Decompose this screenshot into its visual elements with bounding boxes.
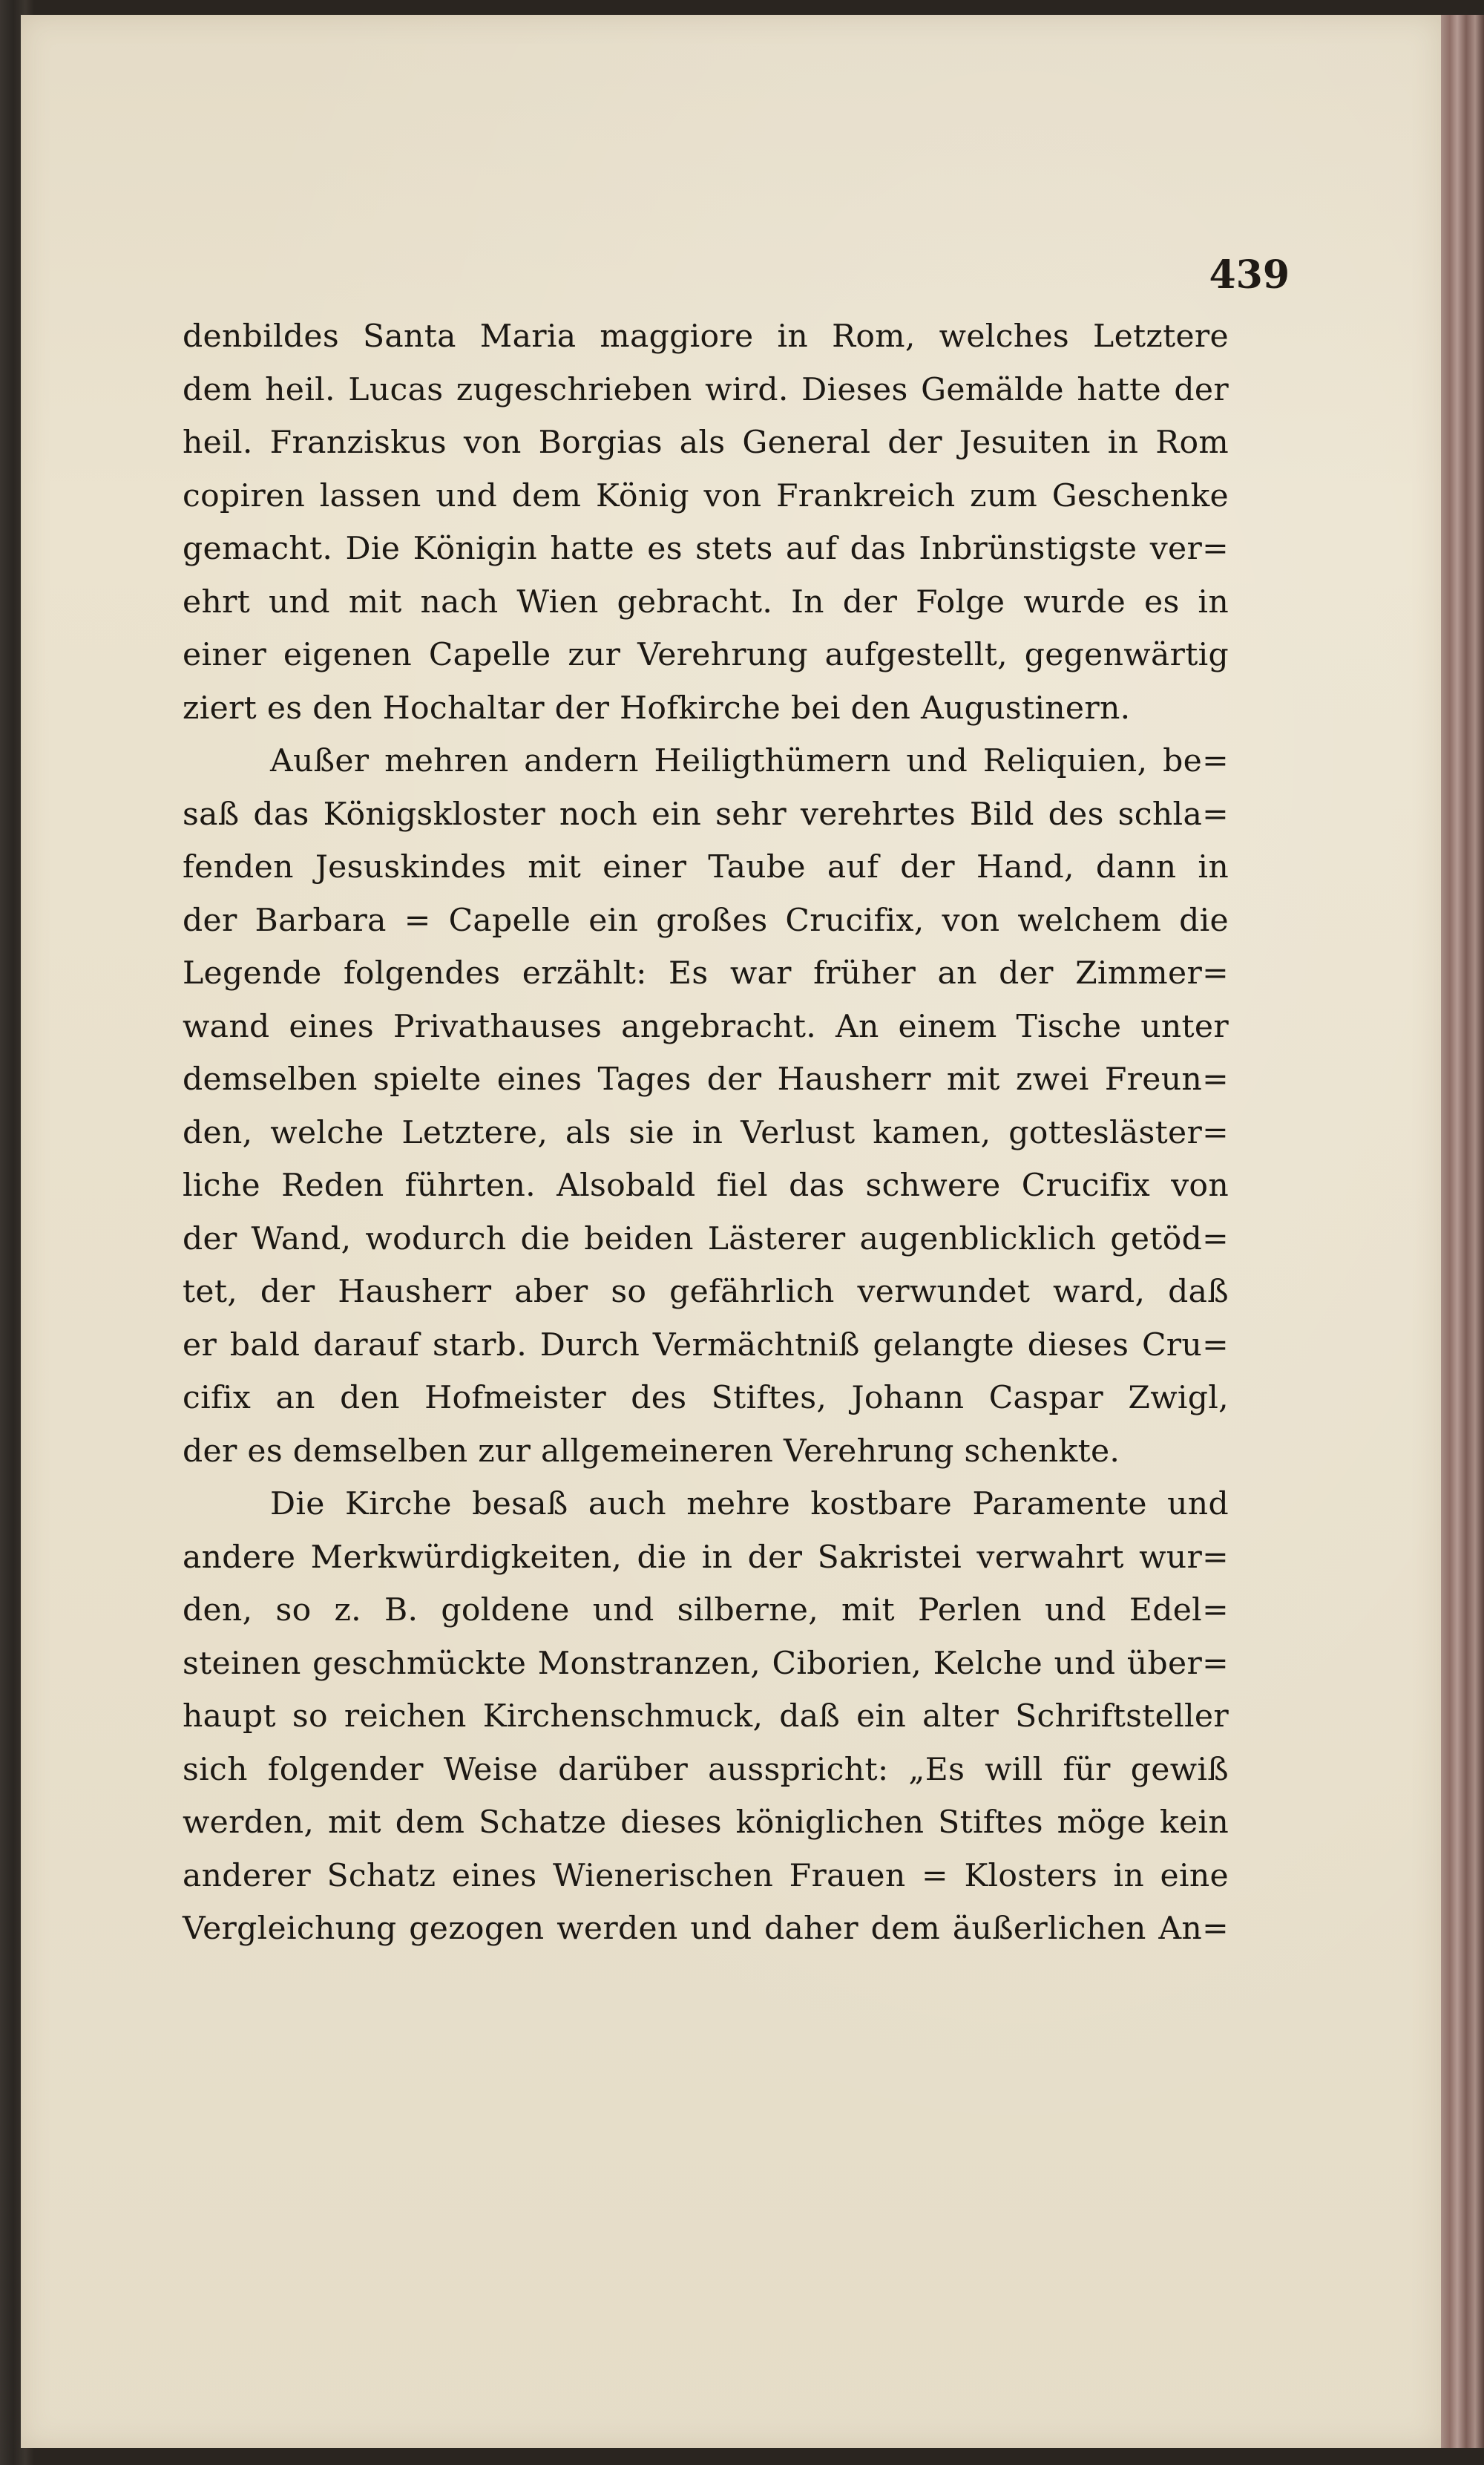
text-line: Außer mehren andern Heiligthümern und Reliquien, be=: [270, 743, 1229, 779]
text-line: dem heil. Lucas zugeschrieben wird. Dieses Gemälde hatte der: [183, 371, 1229, 408]
body-text: [183, 310, 1229, 1956]
text-line: saß das Königskloster noch ein sehr verehrtes Bild des schla=: [183, 796, 1229, 833]
page-number: 439: [1209, 252, 1290, 298]
text-line: der es demselben zur allgemeineren Verehrung schenkte.: [183, 1433, 1120, 1470]
text-line: liche Reden führten. Alsobald fiel das schwere Crucifix von: [183, 1168, 1229, 1204]
text-line: andere Merkwürdigkeiten, die in der Sakristei verwahrt wur=: [183, 1539, 1229, 1576]
text-line: werden, mit dem Schatze dieses königlichen Stiftes möge kein: [183, 1804, 1229, 1841]
text-line: heil. Franziskus von Borgias als General der Jesuiten in Rom: [183, 425, 1229, 461]
text-line: Legende folgendes erzählt: Es war früher an der Zimmer=: [183, 955, 1229, 992]
text-line: den, so z. B. goldene und silberne, mit Perlen und Edel=: [183, 1592, 1229, 1628]
text-line: denbildes Santa Maria maggiore in Rom, welches Letztere: [183, 318, 1229, 355]
text-line: Die Kirche besaß auch mehre kostbare Paramente und: [270, 1486, 1229, 1522]
text-line: Vergleichung gezogen werden und daher dem äußerlichen An=: [183, 1911, 1229, 1947]
text-line: demselben spielte eines Tages der Hausherr mit zwei Freun=: [183, 1061, 1229, 1098]
text-line: ehrt und mit nach Wien gebracht. In der Folge wurde es in: [183, 583, 1229, 621]
text-line: der Barbara = Capelle ein großes Crucifix, von welchem die: [183, 902, 1229, 939]
text-line: cifix an den Hofmeister des Stiftes, Johann Caspar Zwigl,: [183, 1380, 1229, 1416]
text-line: den, welche Letztere, als sie in Verlust kamen, gottesläster=: [183, 1114, 1229, 1151]
text-line: anderer Schatz eines Wienerischen Frauen = Klosters in eine: [183, 1857, 1229, 1894]
text-line: er bald darauf starb. Durch Vermächtniß gelangte dieses Cru=: [183, 1326, 1229, 1364]
text-line: steinen geschmückte Monstranzen, Ciborien, Kelche und über=: [183, 1645, 1229, 1682]
text-line: copiren lassen und dem König von Frankreich zum Geschenke: [183, 477, 1229, 514]
text-line: gemacht. Die Königin hatte es stets auf das Inbrünstigste ver=: [183, 531, 1229, 567]
text-line: wand eines Privathauses angebracht. An einem Tische unter: [183, 1008, 1229, 1045]
book-fore-edge: [1441, 15, 1484, 2448]
text-line: haupt so reichen Kirchenschmuck, daß ein alter Schriftsteller: [183, 1698, 1229, 1735]
text-line: fenden Jesuskindes mit einer Taube auf der Hand, dann in: [183, 849, 1229, 885]
text-line: sich folgender Weise darüber ausspricht: „Es will für gewiß: [183, 1751, 1229, 1788]
text-line: ziert es den Hochaltar der Hofkirche bei den Augustinern.: [183, 690, 1131, 727]
text-line: tet, der Hausherr aber so gefährlich verwundet ward, daß: [183, 1274, 1229, 1310]
text-line: der Wand, wodurch die beiden Lästerer augenblicklich getöd=: [183, 1220, 1229, 1257]
text-line: einer eigenen Capelle zur Verehrung aufgestellt, gegenwärtig: [183, 637, 1229, 673]
